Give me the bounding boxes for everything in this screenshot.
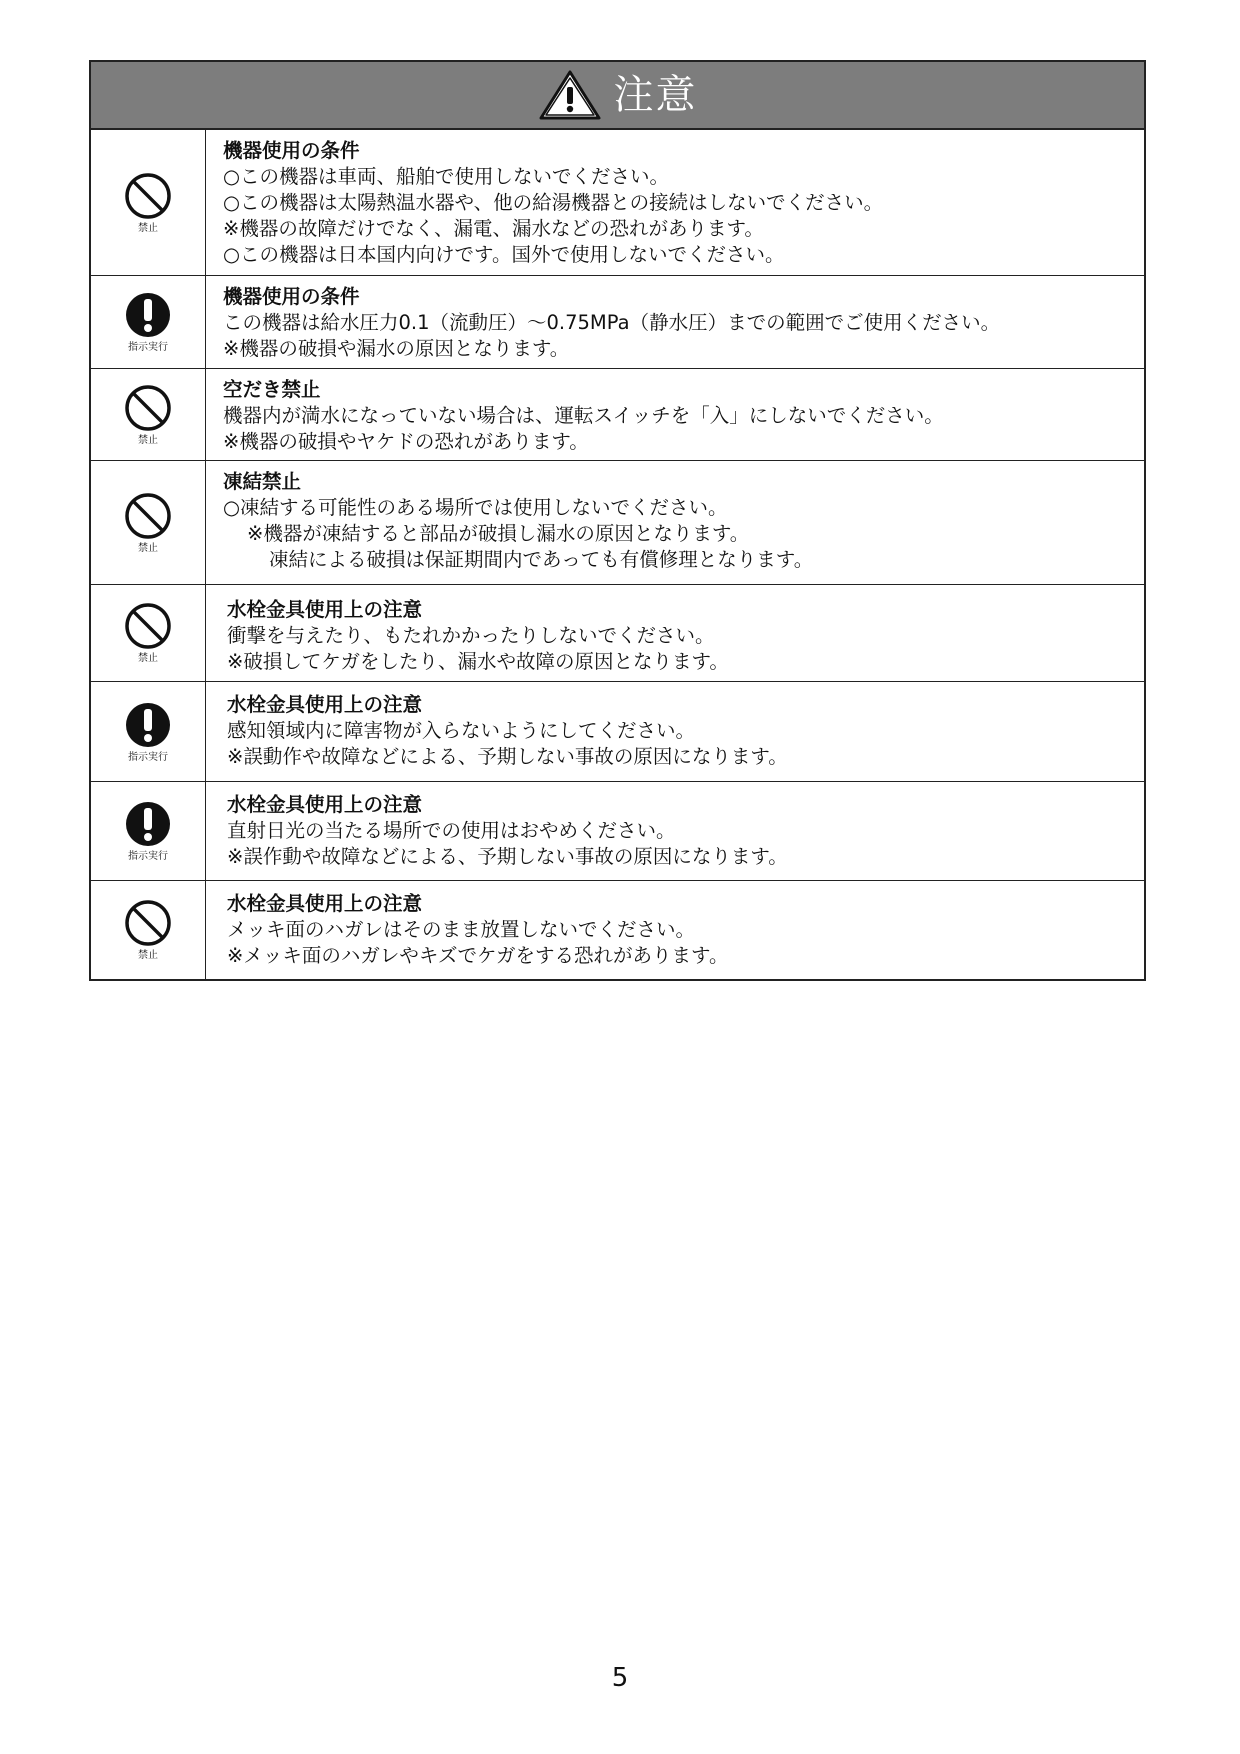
icon-caption: 禁止 — [138, 653, 158, 664]
row-title: 凍結禁止 — [223, 470, 302, 493]
row-line: 直射日光の当たる場所での使用はおやめください。 — [227, 819, 676, 842]
prohibition-icon — [123, 383, 173, 433]
prohibition-icon — [123, 601, 173, 651]
caution-row — [91, 881, 1144, 979]
caution-text — [206, 369, 1144, 460]
caution-header — [91, 62, 1144, 130]
row-line: ※機器の破損や漏水の原因となります。 — [223, 337, 570, 360]
caution-text — [206, 276, 1144, 368]
caution-row — [91, 461, 1144, 585]
caution-text — [206, 881, 1144, 979]
row-title: 水栓金具使用上の注意 — [227, 892, 423, 915]
row-line: ○この機器は太陽熱温水器や、他の給湯機器との接続はしないでください。 — [223, 191, 884, 214]
row-line: ※機器が凍結すると部品が破損し漏水の原因となります。 — [247, 522, 750, 545]
row-title: 水栓金具使用上の注意 — [227, 598, 423, 621]
row-line: 機器内が満水になっていない場合は、運転スイッチを「入」にしないでください。 — [223, 404, 944, 427]
row-line: ※メッキ面のハガレやキズでケガをする恐れがあります。 — [227, 944, 729, 967]
prohibition-icon — [123, 898, 173, 948]
row-line: ※誤作動や故障などによる、予期しない事故の原因になります。 — [227, 845, 788, 868]
row-line: ※機器の破損やヤケドの恐れがあります。 — [223, 430, 589, 453]
icon-caption: 禁止 — [138, 950, 158, 961]
row-line: ○この機器は車両、船舶で使用しないでください。 — [223, 165, 670, 188]
row-line: ※誤動作や故障などによる、予期しない事故の原因になります。 — [227, 745, 788, 768]
row-line: ○凍結する可能性のある場所では使用しないでください。 — [223, 496, 728, 519]
row-title: 機器使用の条件 — [223, 139, 360, 162]
prohibition-icon — [123, 491, 173, 541]
caution-text — [206, 461, 1144, 584]
page-number: 5 — [611, 1663, 629, 1693]
icon-cell — [91, 461, 206, 584]
row-line: ○この機器は日本国内向けです。国外で使用しないでください。 — [223, 243, 785, 266]
row-line: メッキ面のハガレはそのまま放置しないでください。 — [227, 918, 696, 941]
caution-row — [91, 130, 1144, 276]
icon-cell — [91, 682, 206, 781]
mandatory-action-icon — [123, 799, 173, 849]
row-title: 水栓金具使用上の注意 — [227, 793, 423, 816]
icon-cell — [91, 881, 206, 979]
icon-cell — [91, 585, 206, 681]
icon-caption: 指示実行 — [128, 342, 168, 353]
caution-row — [91, 276, 1144, 369]
icon-cell — [91, 782, 206, 880]
caution-title: 注意 — [613, 72, 698, 118]
caution-text — [206, 585, 1144, 681]
icon-caption: 禁止 — [138, 222, 158, 234]
row-line: 衝撃を与えたり、もたれかかったりしないでください。 — [227, 624, 715, 647]
icon-caption: 禁止 — [138, 542, 158, 554]
row-line: 感知領域内に障害物が入らないようにしてください。 — [227, 719, 696, 742]
caution-row — [91, 369, 1144, 461]
icon-caption: 禁止 — [138, 434, 158, 446]
row-title: 機器使用の条件 — [223, 285, 360, 308]
caution-text — [206, 682, 1144, 781]
row-line: ※破損してケガをしたり、漏水や故障の原因となります。 — [227, 650, 729, 673]
caution-table — [89, 60, 1146, 981]
icon-caption: 指示実行 — [128, 851, 168, 862]
row-title: 水栓金具使用上の注意 — [227, 693, 423, 716]
caution-text — [206, 130, 1144, 275]
caution-row — [91, 782, 1144, 881]
warning-triangle-icon — [538, 69, 602, 121]
caution-text — [206, 782, 1144, 880]
icon-caption: 指示実行 — [128, 751, 168, 763]
prohibition-icon — [123, 171, 173, 221]
caution-row — [91, 585, 1144, 682]
mandatory-action-icon — [123, 700, 173, 750]
row-line: 凍結による破損は保証期間内であっても有償修理となります。 — [269, 548, 814, 571]
row-title: 空だき禁止 — [223, 378, 321, 401]
row-line: ※機器の故障だけでなく、漏電、漏水などの恐れがあります。 — [223, 217, 764, 240]
row-line: この機器は給水圧力0.1（流動圧）～0.75MPa（静水圧）までの範囲でご使用ください。 — [223, 311, 1001, 334]
icon-cell — [91, 130, 206, 275]
icon-cell — [91, 276, 206, 368]
caution-row — [91, 682, 1144, 782]
icon-cell — [91, 369, 206, 460]
mandatory-action-icon — [123, 290, 173, 340]
